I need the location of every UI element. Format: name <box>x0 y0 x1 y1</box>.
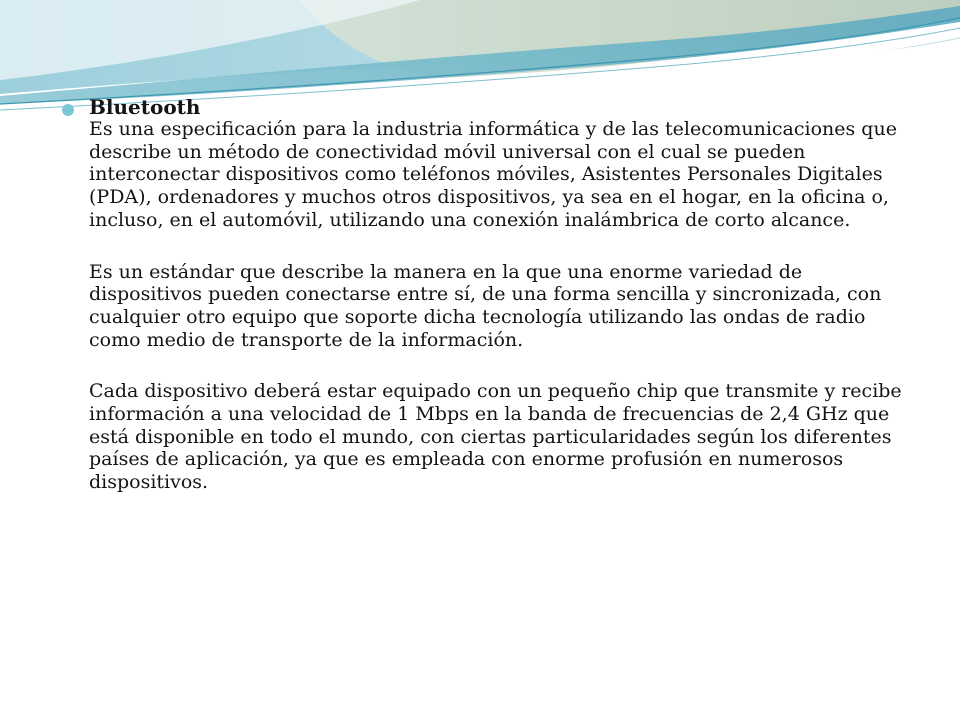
paragraph-3: Cada dispositivo deberá estar equipado con un pequeño chip que transmite y recibe información a una velocidad de 1 Mbps en la banda de frecuencias de 2,4 GHz que está disponible en todo el mundo, con ciertas particularidades según los diferentes países de aplicación, ya que es empleada con enorme profusión en numerosos dispositivos. <box>89 380 902 494</box>
paragraph-1: Es una especificación para la industria informática y de las telecomunicaciones que describe un método de conectividad móvil universal con el cual se pueden interconectar dispositivos como teléfonos móviles, Asistentes Personales Digitales (PDA), ordenadores y muchos otros dispositivos, ya sea en el hogar, en la oficina o, incluso, en el automóvil, utilizando una conexión inalámbrica de corto alcance. <box>89 118 897 231</box>
bullet-dot-icon <box>62 104 74 116</box>
bullet-item-bluetooth <box>62 96 902 494</box>
slide-body <box>62 96 902 494</box>
paragraph-2: Es un estándar que describe la manera en la que una enorme variedad de dispositivos pueden conectarse entre sí, de una forma sencilla y sincronizada, con cualquier otro equipo que soporte dicha tecnología utilizando las ondas de radio como medio de transporte de la información. <box>89 260 882 351</box>
slide-title: Bluetooth <box>89 95 201 119</box>
